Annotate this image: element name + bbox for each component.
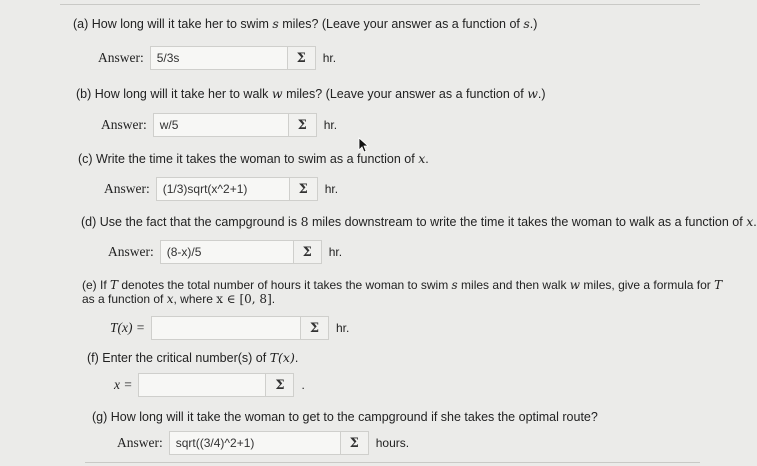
unit-label: hr.	[324, 182, 339, 196]
sigma-icon[interactable]: Σ	[290, 177, 318, 201]
question-c: (c) Write the time it takes the woman to swim as a function of x.	[78, 151, 429, 166]
answer-input-f[interactable]	[138, 373, 266, 397]
answer-label: Answer:	[104, 181, 150, 196]
answer-row-d	[108, 240, 342, 264]
answer-input-c[interactable]: (1/3)sqrt(x^2+1)	[156, 177, 290, 201]
top-divider	[60, 4, 700, 5]
unit-label: hr.	[323, 118, 338, 132]
question-d: (d) Use the fact that the campground is 8 miles downstream to write the time it takes the woman to walk as a function of x.	[81, 214, 757, 229]
answer-label: Answer:	[108, 244, 154, 259]
question-g: (g) How long will it take the woman to get to the campground if she takes the optimal route?	[92, 410, 598, 424]
sigma-icon[interactable]: Σ	[341, 431, 369, 455]
sigma-icon[interactable]: Σ	[294, 240, 322, 264]
answer-label: Answer:	[117, 435, 163, 450]
question-f: (f) Enter the critical number(s) of T(x).	[87, 350, 299, 365]
answer-input-e[interactable]	[151, 316, 301, 340]
answer-row-g	[117, 431, 409, 455]
sigma-icon[interactable]: Σ	[266, 373, 294, 397]
sigma-icon[interactable]: Σ	[288, 46, 316, 70]
sigma-icon[interactable]: Σ	[301, 316, 329, 340]
question-e-line1: (e) If T denotes the total number of hours it takes the woman to swim s miles and then walk w miles, give a formula for T	[82, 278, 723, 292]
bottom-divider	[85, 462, 700, 463]
question-e-line2: as a function of x, where x ∈ [0, 8].	[82, 292, 276, 306]
unit-label: hr.	[335, 321, 350, 335]
answer-label: Answer:	[98, 50, 144, 65]
unit-label: hours.	[375, 436, 410, 450]
sigma-icon[interactable]: Σ	[289, 113, 317, 137]
answer-row-b	[101, 113, 337, 137]
unit-label: hr.	[328, 245, 343, 259]
unit-label: .	[301, 378, 305, 392]
answer-input-b[interactable]: w/5	[153, 113, 289, 137]
unit-label: hr.	[322, 51, 337, 65]
answer-input-d[interactable]: (8-x)/5	[160, 240, 294, 264]
answer-row-c	[104, 177, 338, 201]
answer-label: Answer:	[101, 117, 147, 132]
question-a: (a) How long will it take her to swim s miles? (Leave your answer as a function of s.)	[73, 16, 538, 31]
answer-row-a	[98, 46, 336, 70]
answer-row-f	[114, 373, 305, 397]
question-b: (b) How long will it take her to walk w miles? (Leave your answer as a function of w.)	[76, 86, 546, 101]
critical-label: x =	[114, 377, 133, 392]
answer-row-e	[110, 316, 349, 340]
answer-input-g[interactable]: sqrt((3/4)^2+1)	[169, 431, 341, 455]
answer-input-a[interactable]: 5/3s	[150, 46, 288, 70]
formula-label: T(x) =	[110, 320, 145, 335]
